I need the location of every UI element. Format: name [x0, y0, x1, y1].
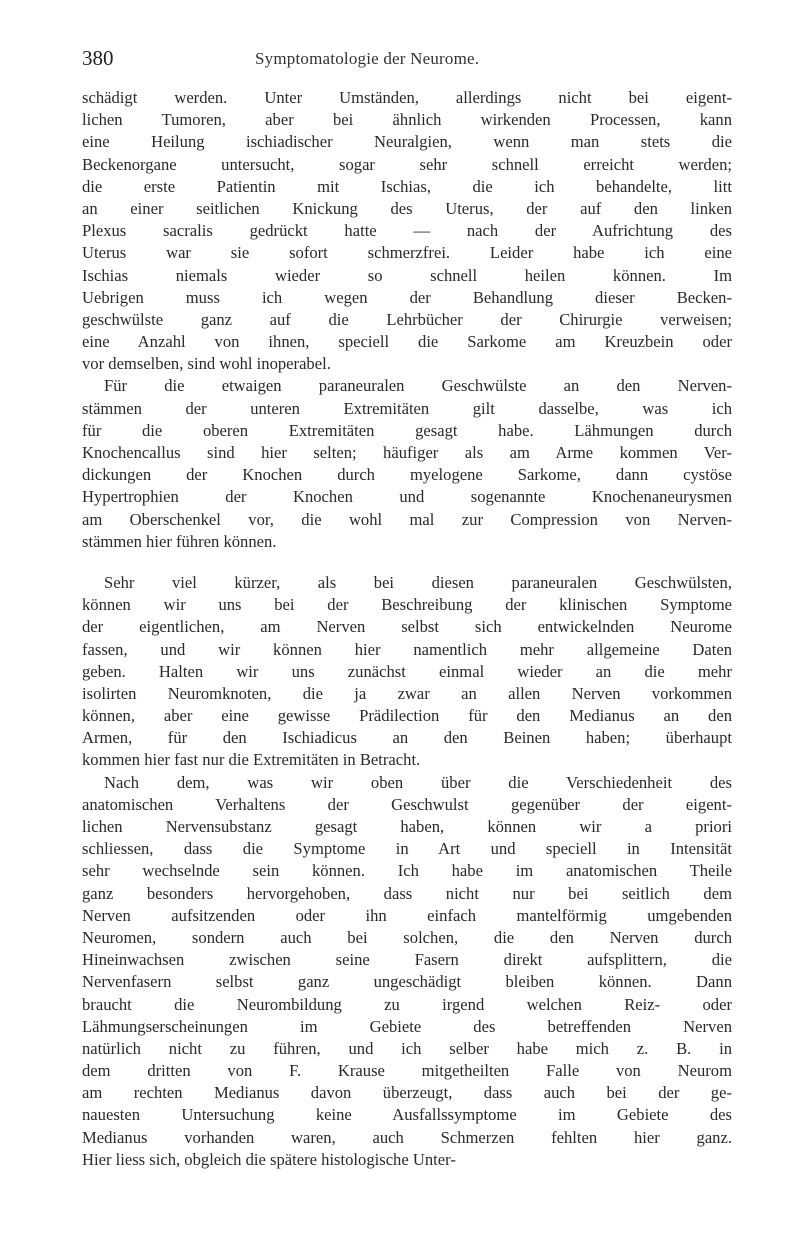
text-line: anatomischen Verhaltens der Geschwulst gegenüber der eigent-	[82, 794, 732, 814]
text-line: an einer seitlichen Knickung des Uterus, der auf den linken	[82, 198, 732, 218]
body-text	[82, 87, 732, 1171]
text-line: Uterus war sie sofort schmerzfrei. Leider habe ich eine	[82, 243, 732, 263]
text-line: stämmen der unteren Extremitäten gilt dasselbe, was ich	[82, 398, 732, 418]
text-line: dickungen der Knochen durch myelogene Sarkome, dann cystöse	[82, 465, 732, 485]
text-line: fassen, und wir können hier namentlich mehr allgemeine Daten	[82, 639, 732, 659]
text-line: am rechten Medianus davon überzeugt, dass auch bei der ge-	[82, 1083, 732, 1103]
text-line: Beckenorgane untersucht, sogar sehr schnell erreicht werden;	[82, 154, 732, 174]
text-line: Uebrigen muss ich wegen der Behandlung dieser Becken-	[82, 287, 732, 307]
text-line: Nach dem, was wir oben über die Verschiedenheit des	[104, 772, 732, 792]
text-line: Für die etwaigen paraneuralen Geschwülste an den Nerven-	[104, 376, 732, 396]
text-line: können, aber eine gewisse Prädilection für den Medianus an den	[82, 706, 732, 726]
text-line: Hineinwachsen zwischen seine Fasern direkt aufsplittern, die	[82, 950, 732, 970]
text-line: ganz besonders hervorgehoben, dass nicht nur bei seitlich dem	[82, 883, 732, 903]
text-line: Ischias niemals wieder so schnell heilen können. Im	[82, 265, 732, 285]
running-title: Symptomatologie der Neurome.	[255, 49, 480, 68]
paragraph	[82, 572, 732, 772]
text-line: Lähmungserscheinungen im Gebiete des betreffenden Nerven	[82, 1016, 732, 1036]
page-number: 380	[82, 46, 114, 70]
text-line: können wir uns bei der Beschreibung der klinischen Symptome	[82, 595, 732, 615]
text-line: dem dritten von F. Krause mitgetheilten Falle von Neurom	[82, 1061, 732, 1081]
text-line: Neuromen, sondern auch bei solchen, die den Nerven durch	[82, 927, 732, 947]
text-line: geschwülste ganz auf die Lehrbücher der Chirurgie verweisen;	[82, 309, 732, 329]
text-line: Knochencallus sind hier selten; häufiger als am Arme kommen Ver-	[82, 443, 732, 462]
paragraph	[82, 87, 732, 375]
text-line: nauesten Untersuchung keine Ausfallssymptome im Gebiete des	[82, 1105, 732, 1125]
text-line: eine Heilung ischiadischer Neuralgien, wenn man stets die	[82, 132, 732, 152]
text-line: lichen Nervensubstanz gesagt haben, können wir a priori	[82, 817, 732, 836]
text-line: schliessen, dass die Symptome in Art und speciell in Intensität	[82, 839, 732, 859]
text-line: Hypertrophien der Knochen und sogenannte Knochenaneurysmen	[82, 487, 732, 507]
text-line: Plexus sacralis gedrückt hatte — nach der Aufrichtung des	[82, 221, 732, 241]
paragraph	[82, 772, 732, 1171]
text-line: sehr wechselnde sein können. Ich habe im anatomischen Theile	[82, 861, 732, 881]
text-line: stämmen hier führen können.	[82, 531, 277, 551]
page-header	[82, 46, 722, 72]
text-line: isolirten Neuromknoten, die ja zwar an allen Nerven vorkommen	[82, 683, 732, 703]
text-line: natürlich nicht zu führen, und ich selber habe mich z. B. in	[82, 1038, 732, 1058]
text-line: der eigentlichen, am Nerven selbst sich entwickelnden Neurome	[82, 617, 732, 637]
text-line: vor demselben, sind wohl inoperabel.	[82, 354, 331, 374]
paragraph-gap	[82, 553, 732, 572]
text-line: die erste Patientin mit Ischias, die ich behandelte, litt	[82, 176, 732, 196]
text-line: lichen Tumoren, aber bei ähnlich wirkenden Processen, kann	[82, 110, 732, 130]
text-line: schädigt werden. Unter Umständen, allerdings nicht bei eigent-	[82, 88, 732, 107]
text-line: Nerven aufsitzenden oder ihn einfach mantelförmig umgebenden	[82, 905, 732, 925]
text-line: für die oberen Extremitäten gesagt habe. Lähmungen durch	[82, 420, 732, 440]
text-line: Armen, für den Ischiadicus an den Beinen haben; überhaupt	[82, 728, 732, 748]
text-line: Sehr viel kürzer, als bei diesen paraneuralen Geschwülsten,	[104, 572, 732, 592]
text-line: am Oberschenkel vor, die wohl mal zur Compression von Nerven-	[82, 509, 732, 529]
text-line: Nervenfasern selbst ganz ungeschädigt bleiben können. Dann	[82, 972, 732, 992]
text-line: Medianus vorhanden waren, auch Schmerzen fehlten hier ganz.	[82, 1127, 732, 1147]
text-line: kommen hier fast nur die Extremitäten in Betracht.	[82, 750, 421, 770]
text-line: Hier liess sich, obgleich die spätere histologische Unter-	[82, 1149, 456, 1169]
text-line: braucht die Neurombildung zu irgend welchen Reiz- oder	[82, 994, 732, 1014]
text-line: eine Anzahl von ihnen, speciell die Sarkome am Kreuzbein oder	[82, 332, 732, 352]
paragraph	[82, 375, 732, 553]
text-line: geben. Halten wir uns zunächst einmal wieder an die mehr	[82, 661, 732, 681]
